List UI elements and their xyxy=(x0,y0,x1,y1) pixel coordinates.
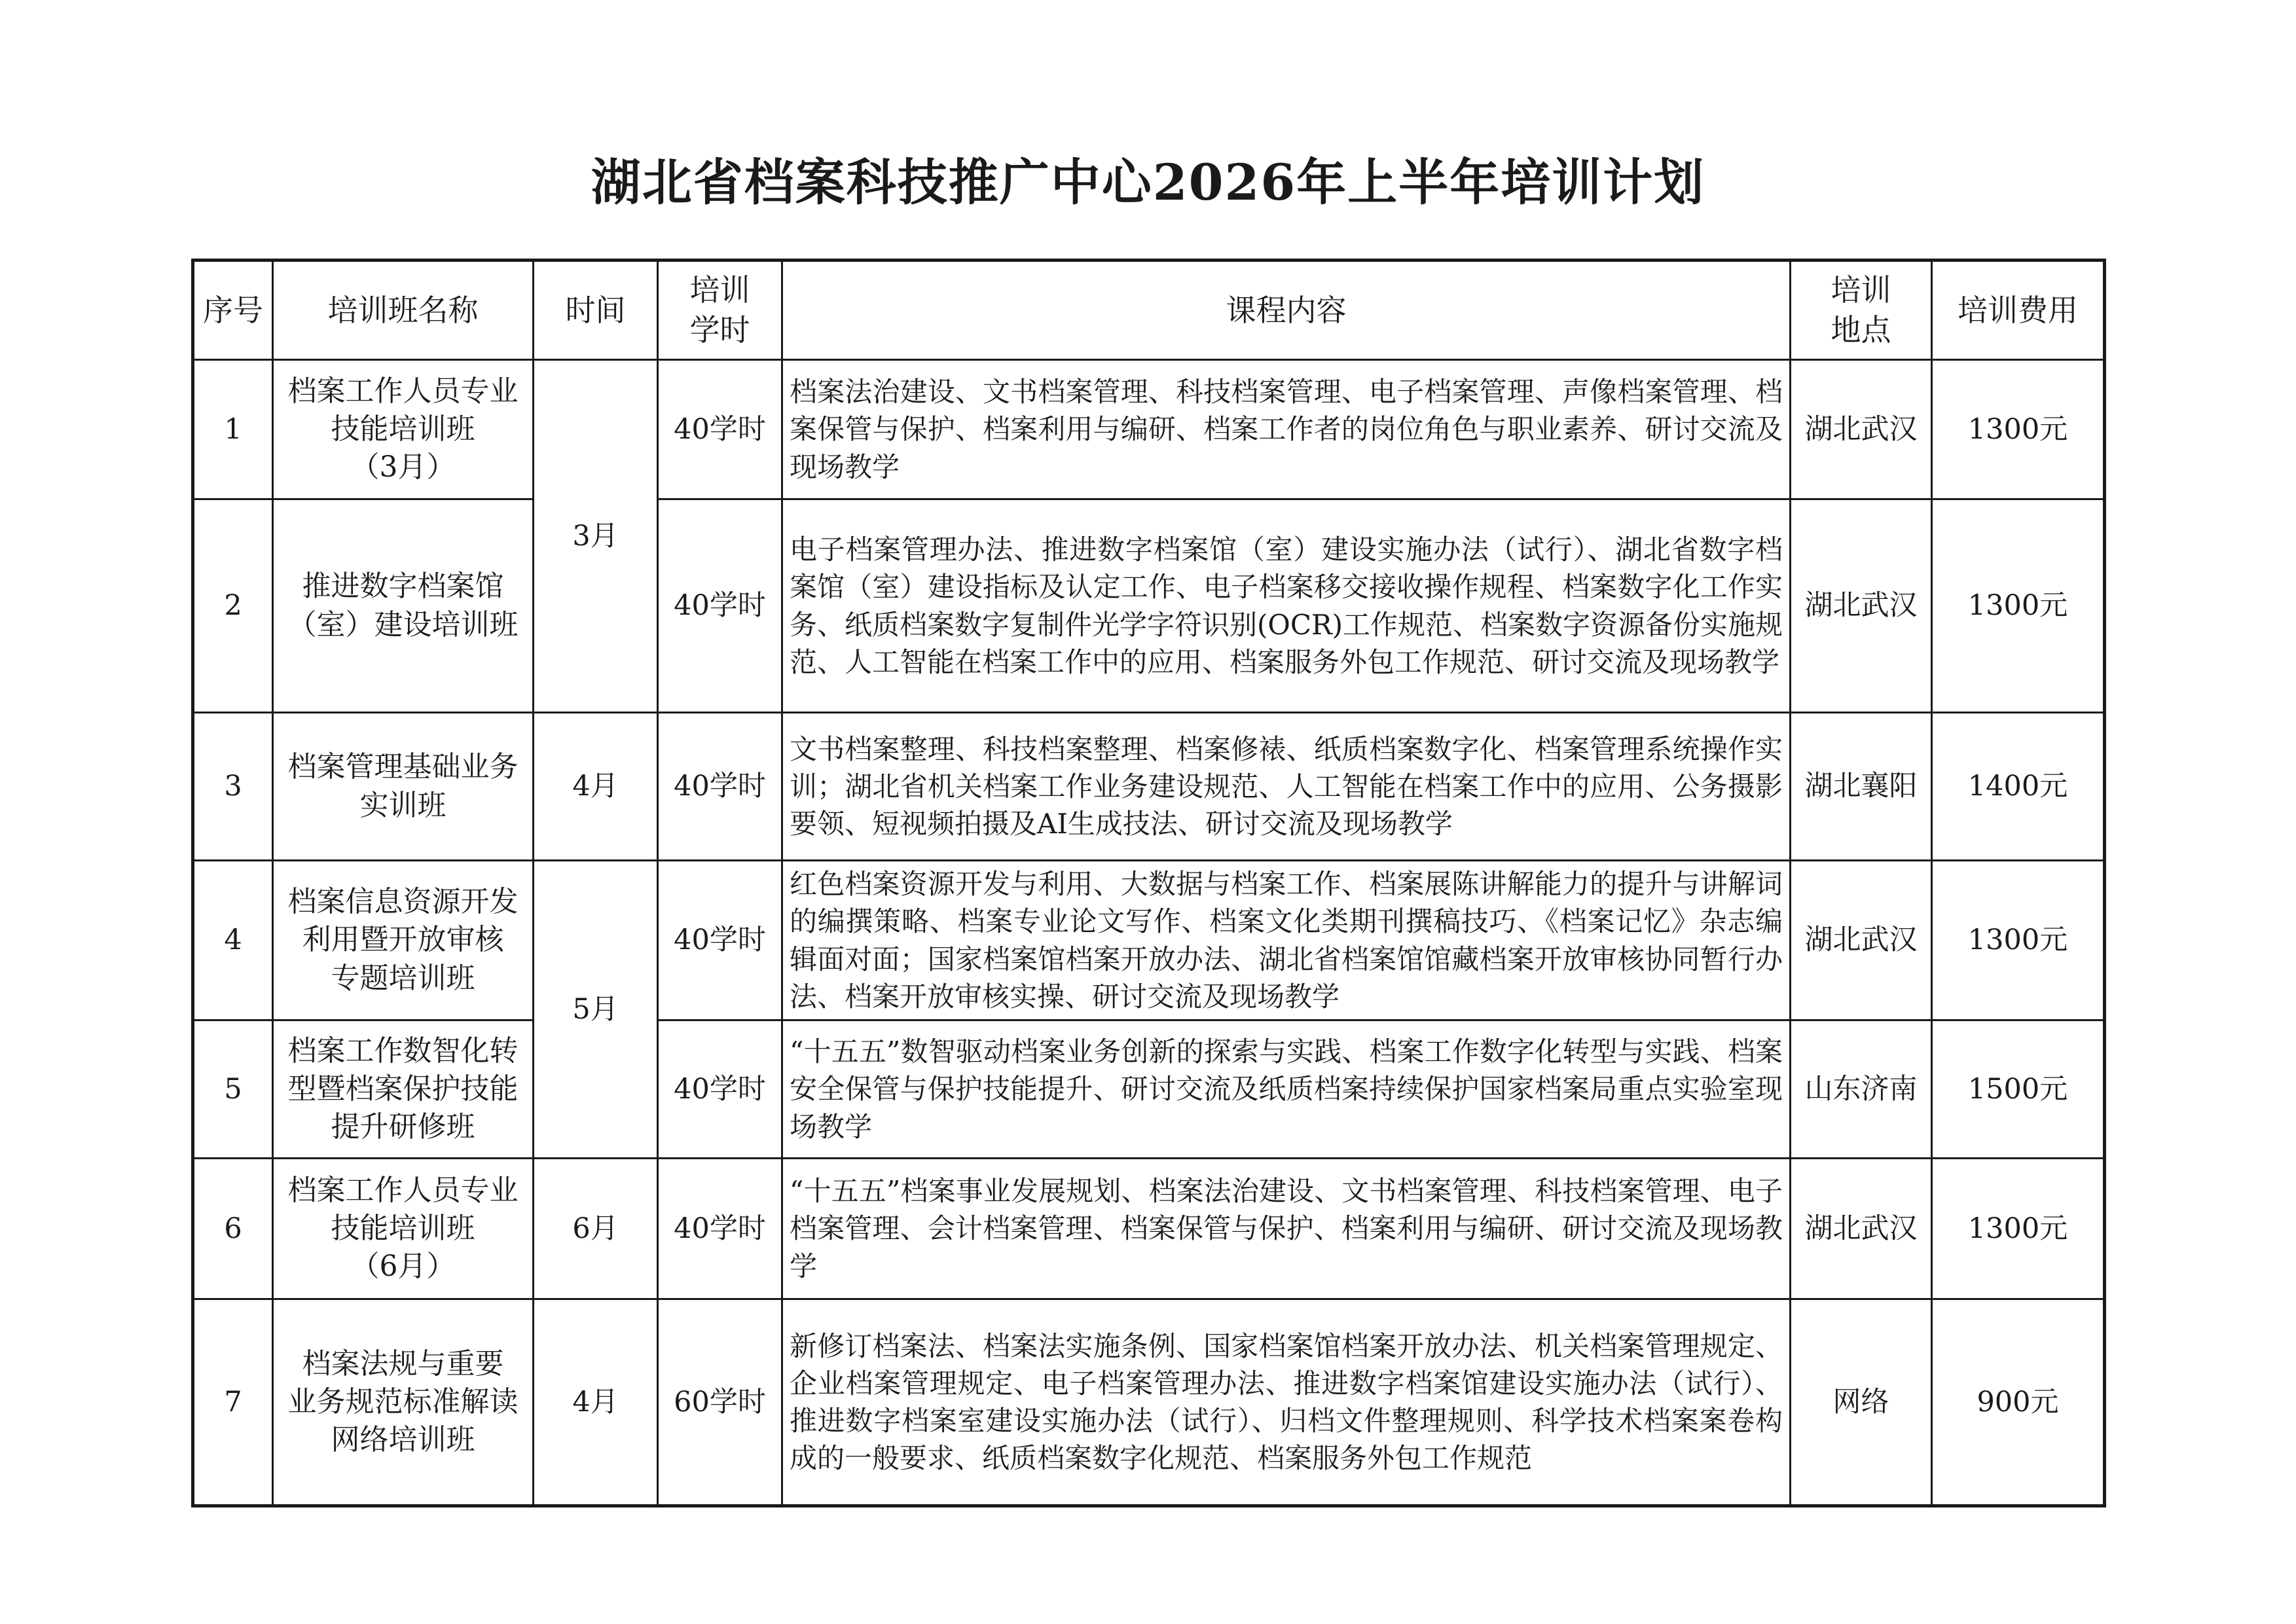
row-fee: 1300元 xyxy=(1932,1159,2105,1299)
row-name-line: （3月） xyxy=(350,450,456,484)
header-seq: 序号 xyxy=(193,261,273,360)
row-fee: 900元 xyxy=(1932,1299,2105,1506)
row-hours: 40学时 xyxy=(658,499,782,713)
row-location: 湖北襄阳 xyxy=(1791,713,1932,861)
row-content: 电子档案管理办法、推进数字档案馆（室）建设实施办法（试行）、湖北省数字档案馆（室）建设指标及认定工作、电子档案移交接收操作规程、档案数字化工作实务、纸质档案数字复制件光学字符识别(OCR)工作规范、档案数字资源备份实施规范、人工智能在档案工作中的应用、档案服务外包工作规范、研讨交流及现场教学 xyxy=(782,499,1791,713)
row-name xyxy=(273,499,534,713)
row-name-line: 型暨档案保护技能 xyxy=(287,1072,519,1106)
header-fee: 培训费用 xyxy=(1932,261,2105,360)
row-seq: 5 xyxy=(193,1020,273,1159)
table-header-row xyxy=(193,261,2105,360)
row-content: 文书档案整理、科技档案整理、档案修裱、纸质档案数字化、档案管理系统操作实训；湖北省机关档案工作业务建设规范、人工智能在档案工作中的应用、公务摄影要领、短视频拍摄及AI生成技法、研讨交流及现场教学 xyxy=(782,713,1791,861)
row-hours: 40学时 xyxy=(658,360,782,499)
table-row xyxy=(193,1299,2105,1506)
header-hours xyxy=(658,261,782,360)
row-fee: 1500元 xyxy=(1932,1020,2105,1159)
page-title: 湖北省档案科技推广中心2026年上半年培训计划 xyxy=(591,153,1705,211)
header-location-line1: 培训 xyxy=(1831,272,1891,308)
row-name xyxy=(273,1020,534,1159)
row-name-line: 档案工作人员专业 xyxy=(287,1173,519,1207)
row-seq: 3 xyxy=(193,713,273,861)
row-name-line: （室）建设培训班 xyxy=(287,607,519,641)
row-name-line: 技能培训班 xyxy=(331,412,475,446)
row-seq: 4 xyxy=(193,861,273,1020)
table-row xyxy=(193,1020,2105,1159)
row-seq: 1 xyxy=(193,360,273,499)
header-content: 课程内容 xyxy=(782,261,1791,360)
row-content: 新修订档案法、档案法实施条例、国家档案馆档案开放办法、机关档案管理规定、企业档案管理规定、电子档案管理办法、推进数字档案馆建设实施办法（试行）、推进数字档案室建设实施办法（试行）、归档文件整理规则、科学技术档案案卷构成的一般要求、纸质档案数字化规范、档案服务外包工作规范 xyxy=(782,1299,1791,1506)
row-name-line: 档案法规与重要 xyxy=(302,1346,504,1380)
row-name xyxy=(273,1299,534,1506)
row-name-line: 档案工作数智化转 xyxy=(287,1034,519,1068)
row-content: “十五五”数智驱动档案业务创新的探索与实践、档案工作数字化转型与实践、档案安全保管与保护技能提升、研讨交流及纸质档案持续保护国家档案局重点实验室现场教学 xyxy=(782,1020,1791,1159)
row-content: 档案法治建设、文书档案管理、科技档案管理、电子档案管理、声像档案管理、档案保管与保护、档案利用与编研、档案工作者的岗位角色与职业素养、研讨交流及现场教学 xyxy=(782,360,1791,499)
row-location: 湖北武汉 xyxy=(1791,360,1932,499)
row-name-line: 档案信息资源开发 xyxy=(287,885,519,919)
row-time: 4月 xyxy=(534,713,658,861)
row-content: 红色档案资源开发与利用、大数据与档案工作、档案展陈讲解能力的提升与讲解词的编撰策略、档案专业论文写作、档案文化类期刊撰稿技巧、《档案记忆》杂志编辑面对面；国家档案馆档案开放办法、湖北省档案馆馆藏档案开放审核协同暂行办法、档案开放审核实操、研讨交流及现场教学 xyxy=(782,861,1791,1020)
row-time: 6月 xyxy=(534,1159,658,1299)
header-hours-line2: 学时 xyxy=(689,312,750,348)
row-time: 4月 xyxy=(534,1299,658,1506)
row-name-line: （6月） xyxy=(350,1250,456,1284)
row-location: 湖北武汉 xyxy=(1791,1159,1932,1299)
row-name-line: 提升研修班 xyxy=(331,1110,475,1144)
row-location: 湖北武汉 xyxy=(1791,499,1932,713)
row-name xyxy=(273,713,534,861)
row-name-line: 利用暨开放审核 xyxy=(302,923,504,957)
row-name xyxy=(273,1159,534,1299)
row-seq: 6 xyxy=(193,1159,273,1299)
row-name-line: 实训班 xyxy=(359,788,446,822)
row-hours: 60学时 xyxy=(658,1299,782,1506)
header-hours-line1: 培训 xyxy=(689,272,750,308)
table-row xyxy=(193,861,2105,1020)
row-location: 网络 xyxy=(1791,1299,1932,1506)
row-fee: 1300元 xyxy=(1932,861,2105,1020)
row-hours: 40学时 xyxy=(658,861,782,1020)
row-fee: 1300元 xyxy=(1932,499,2105,713)
row-name-line: 网络培训班 xyxy=(331,1423,475,1457)
row-location: 山东济南 xyxy=(1791,1020,1932,1159)
table-row xyxy=(193,713,2105,861)
table-row xyxy=(193,1159,2105,1299)
row-content: “十五五”档案事业发展规划、档案法治建设、文书档案管理、科技档案管理、电子档案管理、会计档案管理、档案保管与保护、档案利用与编研、研讨交流及现场教学 xyxy=(782,1159,1791,1299)
row-name-line: 业务规范标准解读 xyxy=(287,1384,519,1418)
header-name: 培训班名称 xyxy=(273,261,534,360)
row-seq: 7 xyxy=(193,1299,273,1506)
row-name-line: 专题培训班 xyxy=(331,961,475,995)
header-location-line2: 地点 xyxy=(1831,312,1891,348)
header-location xyxy=(1791,261,1932,360)
row-seq: 2 xyxy=(193,499,273,713)
row-fee: 1400元 xyxy=(1932,713,2105,861)
row-name-line: 技能培训班 xyxy=(331,1211,475,1245)
header-time: 时间 xyxy=(534,261,658,360)
row-fee: 1300元 xyxy=(1932,360,2105,499)
row-name xyxy=(273,861,534,1020)
table-row xyxy=(193,499,2105,713)
row-hours: 40学时 xyxy=(658,713,782,861)
row-name-line: 档案管理基础业务 xyxy=(287,750,519,784)
table-row xyxy=(193,360,2105,499)
row-hours: 40学时 xyxy=(658,1159,782,1299)
row-name-line: 推进数字档案馆 xyxy=(302,569,504,604)
row-time-merged: 3月 xyxy=(534,360,658,713)
row-name-line: 档案工作人员专业 xyxy=(287,374,519,408)
training-plan-table xyxy=(191,259,2106,1507)
row-time-merged: 5月 xyxy=(534,861,658,1159)
row-location: 湖北武汉 xyxy=(1791,861,1932,1020)
row-name xyxy=(273,360,534,499)
row-hours: 40学时 xyxy=(658,1020,782,1159)
